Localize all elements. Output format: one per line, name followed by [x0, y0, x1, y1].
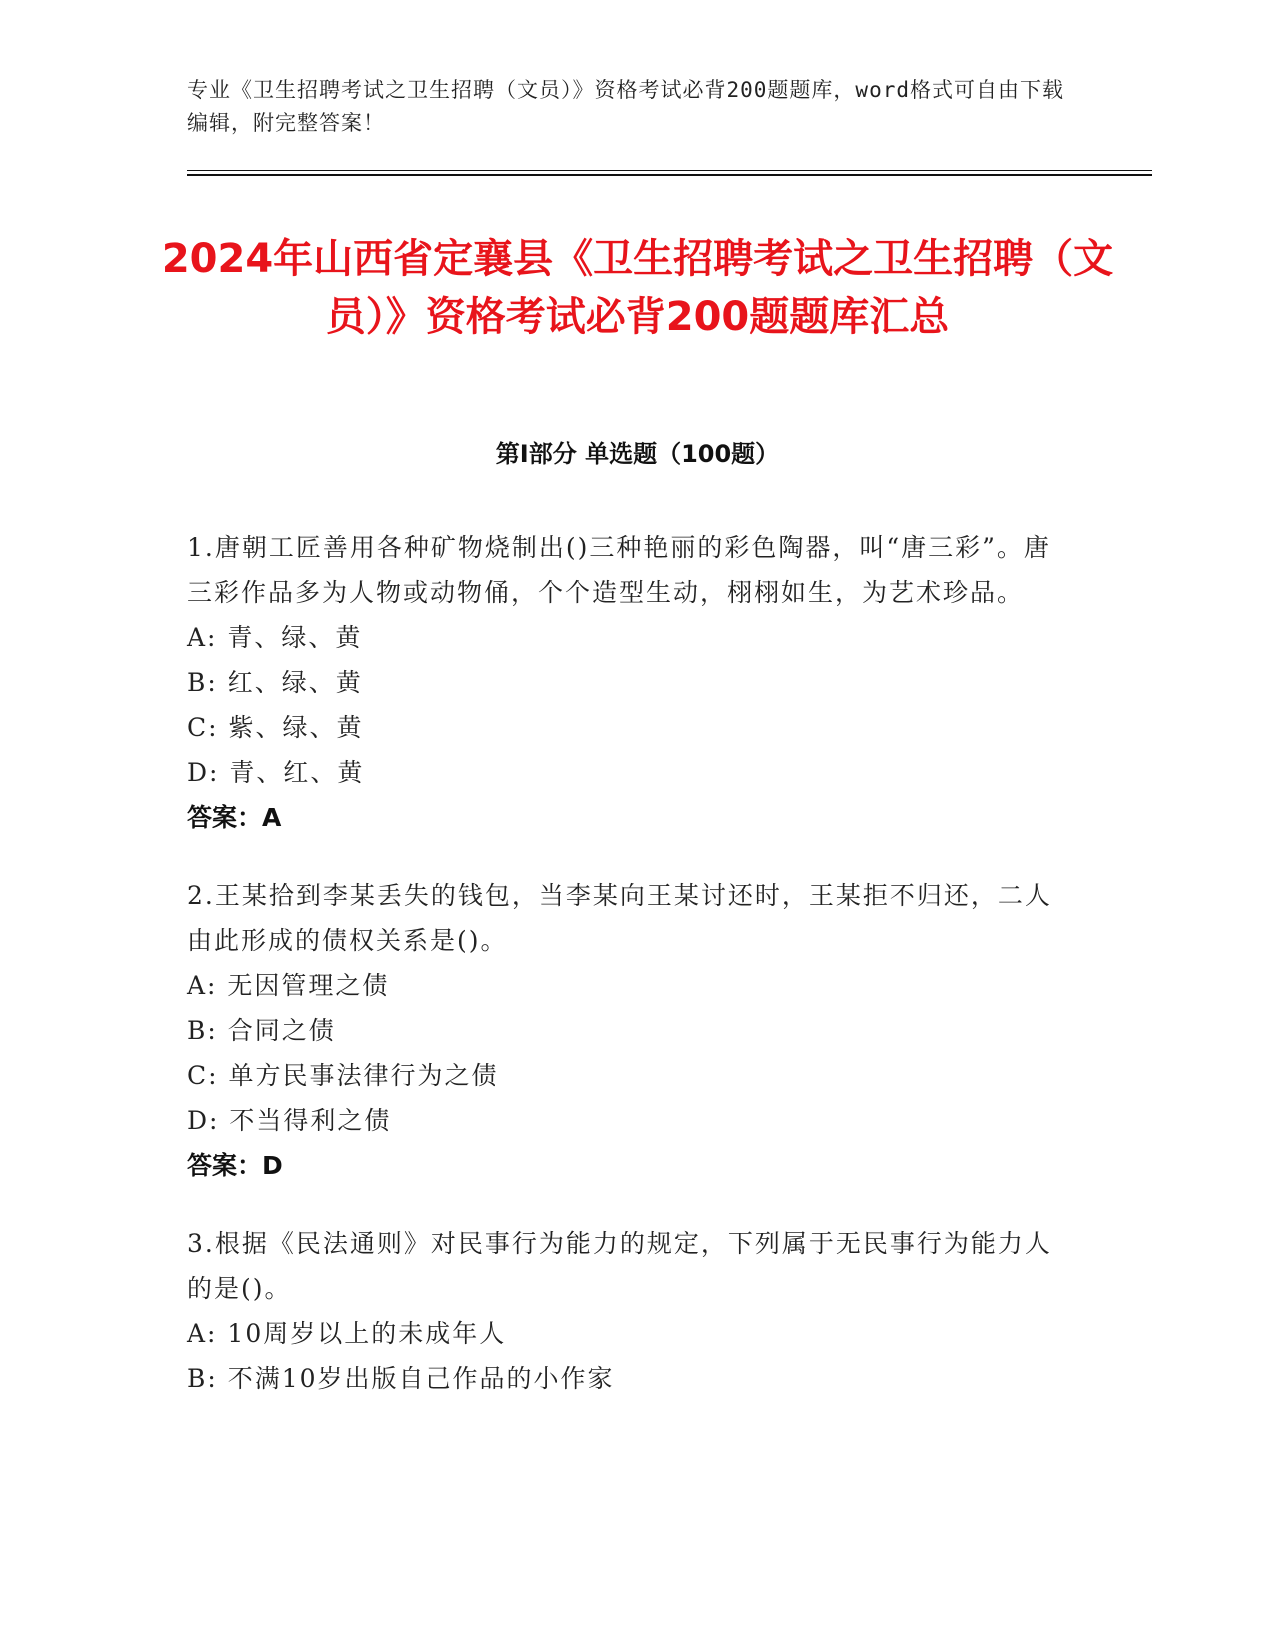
option-a: A: 青、绿、黄 — [187, 623, 363, 652]
option-c: C: 单方民事法律行为之债 — [187, 1061, 499, 1090]
document-title: 2024年山西省定襄县《卫生招聘考试之卫生招聘（文员）》资格考试必背200题题库汇总 — [161, 236, 1114, 340]
option-c: C: 紫、绿、黄 — [187, 713, 364, 742]
option-d: D: 青、红、黄 — [187, 758, 365, 787]
question-list — [187, 525, 1057, 1433]
answer: 答案：D — [187, 1151, 283, 1180]
option-a: A: 10周岁以上的未成年人 — [187, 1319, 507, 1348]
question-stem: 2.王某拾到李某丢失的钱包，当李某向王某讨还时，王某拒不归还，二人由此形成的债权关系是()。 — [187, 881, 1052, 955]
header-note: 专业《卫生招聘考试之卫生招聘（文员）》资格考试必背200题题库，word格式可自由下载编辑，附完整答案！ — [187, 78, 1064, 135]
section-title: 第Ⅰ部分 单选题（100题） — [495, 440, 780, 468]
option-b: B: 红、绿、黄 — [187, 668, 363, 697]
header-divider-thick — [187, 174, 1152, 176]
question-1 — [187, 525, 1057, 841]
option-b: B: 合同之债 — [187, 1016, 336, 1045]
header-divider-thin — [187, 170, 1152, 171]
option-b: B: 不满10岁出版自己作品的小作家 — [187, 1364, 615, 1393]
answer: 答案：A — [187, 803, 282, 832]
question-3 — [187, 1221, 1057, 1401]
question-stem: 3.根据《民法通则》对民事行为能力的规定，下列属于无民事行为能力人的是()。 — [187, 1229, 1052, 1303]
option-a: A: 无因管理之债 — [187, 971, 390, 1000]
question-2 — [187, 873, 1057, 1189]
question-stem: 1.唐朝工匠善用各种矿物烧制出()三种艳丽的彩色陶器，叫“唐三彩”。唐三彩作品多为人物或动物俑，个个造型生动，栩栩如生，为艺术珍品。 — [187, 533, 1051, 607]
option-d: D: 不当得利之债 — [187, 1106, 392, 1135]
